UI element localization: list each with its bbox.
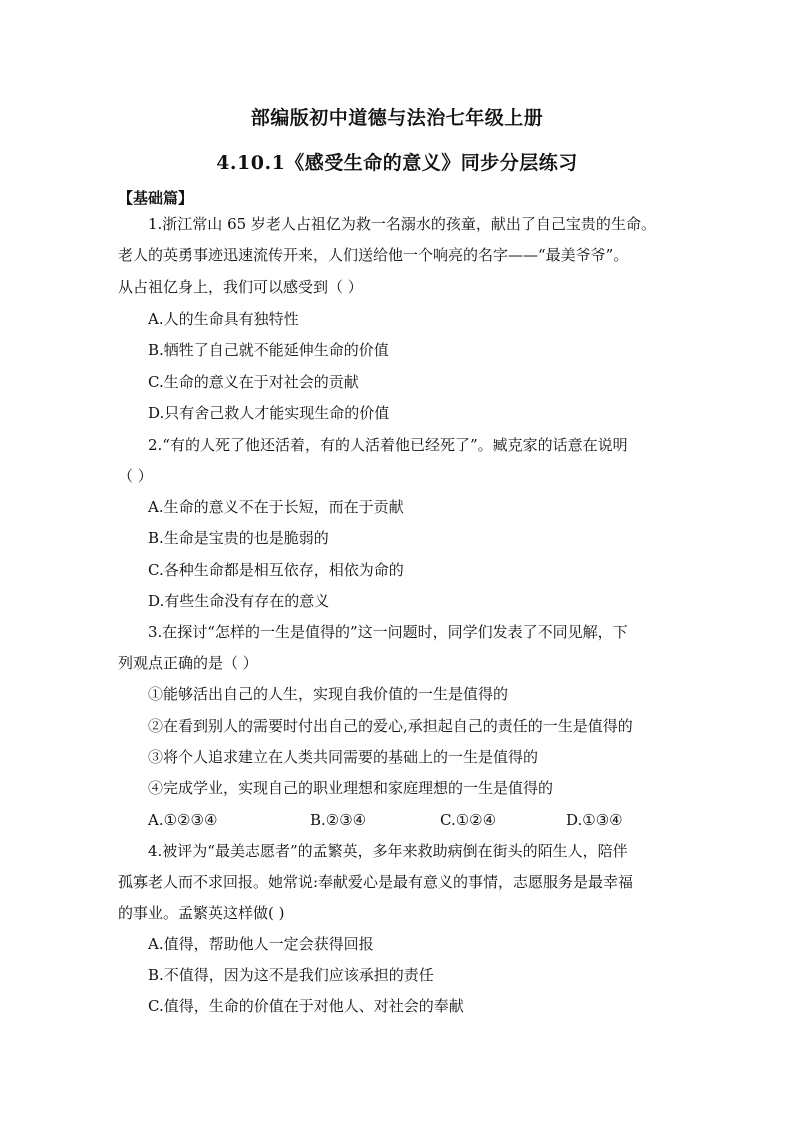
question-4-stem-line-2: 孤寡老人而不求回报。她常说:奉献爱心是最有意义的事情，志愿服务是最幸福 [118,873,634,891]
question-1-option-b: B.牺牲了自己就不能延伸生命的价值 [148,341,389,359]
section-label: 【基础篇】 [118,189,194,207]
question-3-option-a: A.①②③④ [148,811,218,829]
question-3-statement-2: ②在看到别人的需要时付出自己的爱心,承担起自己的责任的一生是值得的 [148,717,633,735]
page-subtitle: 4.10.1《感受生命的意义》同步分层练习 [216,152,578,174]
question-4-option-b: B.不值得，因为这不是我们应该承担的责任 [148,966,434,984]
page-title: 部编版初中道德与法治七年级上册 [250,107,544,129]
question-3-option-d: D.①③④ [566,811,623,829]
question-3-statement-1: ①能够活出自己的人生，实现自我价值的一生是值得的 [148,685,509,703]
question-2-stem-line-1: 2.“有的人死了他还活着，有的人活着他已经死了”。臧克家的话意在说明 [148,436,628,454]
question-1-stem-line-3: 从占祖亿身上，我们可以感受到（ ） [118,278,363,296]
question-1-stem-line-2: 老人的英勇事迹迅速流传开来，人们送给他一个响亮的名字——“最美爷爷”。 [118,246,629,264]
question-3-statement-3: ③将个人追求建立在人类共同需要的基础上的一生是值得的 [148,748,539,766]
question-3-option-c: C.①②④ [440,811,497,829]
question-3-stem-line-2: 列观点正确的是（ ） [118,654,258,672]
question-3-statement-4: ④完成学业，实现自己的职业理想和家庭理想的一生是值得的 [148,779,554,797]
question-2-option-d: D.有些生命没有存在的意义 [148,592,330,610]
question-4-stem-line-1: 4.被评为“最美志愿者”的孟繁英，多年来救助病倒在街头的陌生人，陪伴 [148,842,628,860]
question-4-stem-line-3: 的事业。孟繁英这样做( ) [118,904,285,922]
question-4-option-c: C.值得，生命的价值在于对他人、对社会的奉献 [148,997,464,1015]
question-1-option-d: D.只有舍己救人才能实现生命的价值 [148,404,390,422]
question-1-option-a: A.人的生命具有独特性 [148,310,299,328]
question-1-stem-line-1: 1.浙江常山 65 岁老人占祖亿为救一名溺水的孩童，献出了自己宝贵的生命。 [148,215,656,233]
question-2-option-c: C.各种生命都是相互依存，相依为命的 [148,561,404,579]
question-2-option-a: A.生命的意义不在于长短，而在于贡献 [148,498,404,516]
question-3-stem-line-1: 3.在探讨“怎样的一生是值得的”这一问题时，同学们发表了不同见解，下 [148,623,628,641]
question-2-option-b: B.生命是宝贵的也是脆弱的 [148,529,329,547]
question-1-option-c: C.生命的意义在于对社会的贡献 [148,373,359,391]
question-4-option-a: A.值得，帮助他人一定会获得回报 [148,935,374,953]
question-3-option-b: B.②③④ [310,811,367,829]
question-2-stem-line-2: （ ） [118,467,153,485]
